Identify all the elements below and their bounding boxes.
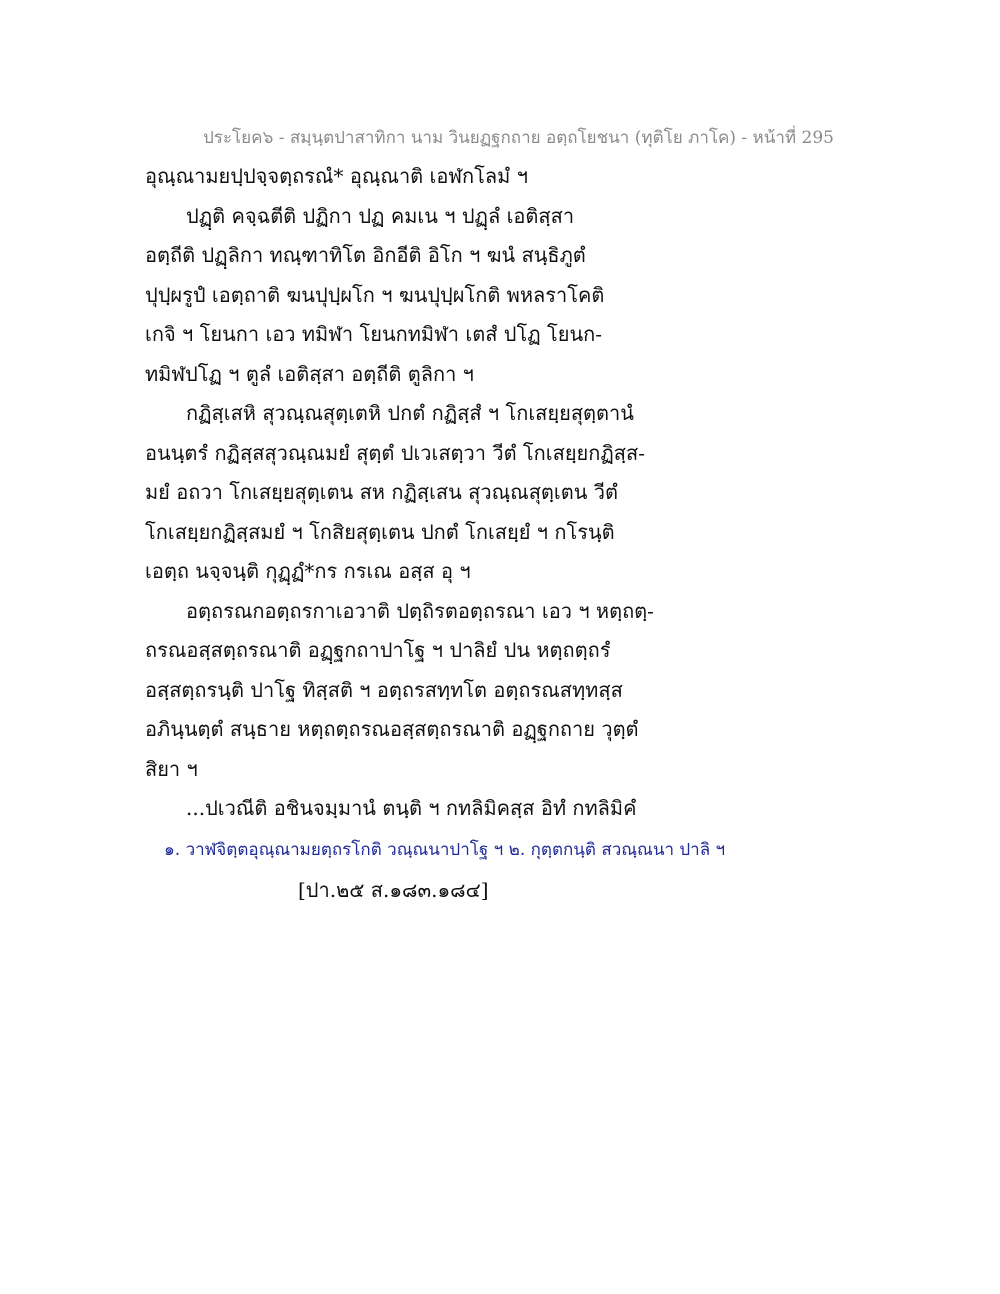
page-header: ประโยค๖ - สมฺนฺตปาสาทิกา นาม วินยฏฐกถาย อตฺถโยชนา (ทุติโย ภาโค) - หน้าที่ 295: [203, 128, 834, 148]
text-line-9: มยํ อถวา โกเสยฺยสุตฺเตน สห กฏิสฺเสน สุวณฺณสุตฺเตน วีตํ: [145, 480, 618, 504]
text-line-13: ถรณอสฺสตฺถรณาติ อฏฺฐกถาปาโฐ ฯ ปาลิยํ ปน หตฺถตฺถรํ: [145, 638, 611, 662]
text-line-6: ทมิฬปโฏ ฯ ตูลํ เอติสฺสา อตฺถีติ ตูลิกา ฯ: [145, 362, 474, 386]
footnotes: ๑. วาฬจิตฺตอุณฺณามยตฺถรโกติ วณฺณนาปาโฐ ฯ ๒. กุตฺตกนฺติ สวณฺณนา ปาลิ ฯ: [164, 840, 726, 860]
text-line-3: อตฺถีติ ปฏฺลิกา ทณฺฑาทิโต อิกอีติ อิโก ฯ ฆนํ สนฺธิภูตํ: [145, 243, 586, 267]
text-line-17: ...ปเวณีติ อชินจมฺมานํ ตนฺติ ฯ กทลิมิคสฺส อิทํ กทลิมิคํ: [186, 796, 637, 820]
text-line-11: เอตฺถ นจฺจนฺติ กุฏฺฏํ*กร กรเณ อสฺส อุ ฯ: [145, 559, 471, 583]
text-line-10: โกเสยฺยกฏิสฺสมยํ ฯ โกสิยสุตฺเตน ปกตํ โกเสยฺยํ ฯ กโรนฺติ: [145, 520, 615, 544]
text-line-1: อุณฺณามยปฺปจฺจตฺถรณํ* อุณฺณาติ เอฬกโลมํ ฯ: [145, 164, 528, 188]
text-line-12: อตฺถรณกอตฺถรกาเอวาติ ปตฺถิรตอตฺถรณา เอว ฯ หตฺถตฺ-: [186, 599, 654, 623]
text-line-14: อสฺสตฺถรนฺติ ปาโฐ ทิสฺสติ ฯ อตฺถรสทฺทโต อตฺถรณสทฺทสฺส: [145, 678, 623, 702]
text-line-5: เกจิ ฯ โยนกา เอว ทมิฬา โยนกทมิฬา เตสํ ปโฏ โยนก-: [145, 322, 602, 346]
page-reference: [ปา.๒๕ ส.๑๘๓.๑๘๔]: [298, 878, 489, 902]
text-line-8: อนนฺตรํ กฏิสฺสสุวณฺณมยํ สุตฺตํ ปเวเสตฺวา วีตํ โกเสยฺยกฏิสฺส-: [145, 441, 645, 465]
text-line-7: กฏิสฺเสหิ สุวณฺณสุตฺเตหิ ปกตํ กฏิสฺสํ ฯ โกเสยฺยสุตฺตานํ: [186, 401, 634, 425]
text-line-15: อภินฺนตฺตํ สนฺธาย หตฺถตฺถรณอสฺสตฺถรณาติ อฏฺฐกถาย วุตฺตํ: [145, 717, 639, 741]
text-line-16: สิยา ฯ: [145, 757, 198, 781]
text-line-2: ปฏฺติ คจฺฉตีติ ปฏิกา ปฏ คมเน ฯ ปฏฺลํ เอติสฺสา: [186, 204, 575, 228]
text-line-4: ปุปฺผรูปํ เอตฺถาติ ฆนปุปฺผโก ฯ ฆนปุปฺผโกติ พหลราโคติ: [145, 283, 605, 307]
